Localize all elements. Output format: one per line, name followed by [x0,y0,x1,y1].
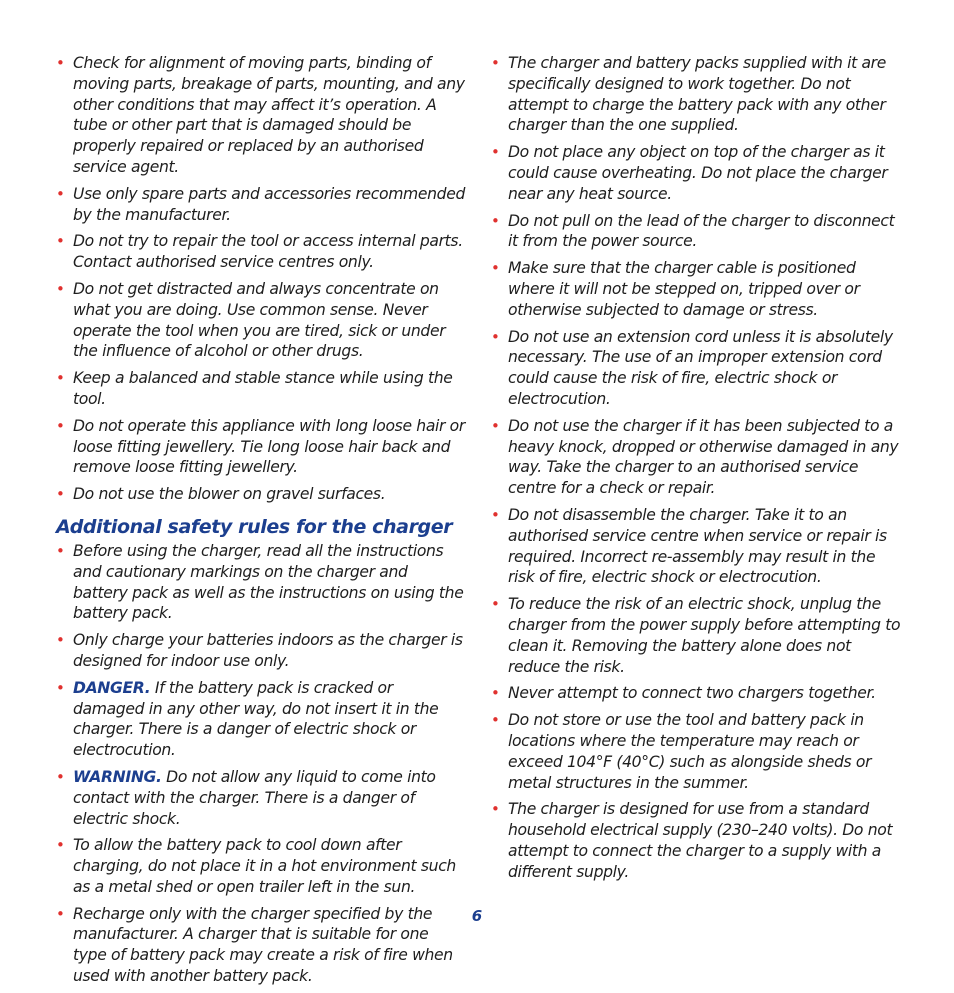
list-item [491,416,903,499]
item-text: Keep a balanced and stable stance while using the tool. [73,369,453,408]
list-item [491,594,903,677]
right-column [491,53,903,888]
item-text: Do not disassemble the charger. Take it to an authorised service centre when service or repair is required. Incorrect re-assembly may result in the risk of fire, electric shock or electrocution. [508,505,887,587]
list-item [491,505,903,588]
list-item [491,142,903,204]
list-item [56,767,466,829]
list-item [491,799,903,882]
item-text: The charger is designed for use from a standard household electrical supply (230–240 volts). Do not attempt to connect the charger to a supply with a different supply. [508,800,893,881]
list-item [56,231,466,273]
left-column [56,53,466,993]
item-text: Do not store or use the tool and battery pack in locations where the temperature may reach or exceed 104°F (40°C) such as alongside sheds or metal structures in the summer. [508,711,872,792]
item-text: Do not use an extension cord unless it is absolutely necessary. The use of an improper extension cord could cause the risk of fire, electric shock or electrocution. [508,327,893,408]
item-text: Only charge your batteries indoors as the charger is designed for indoor use only. [73,631,463,670]
item-text: Do not pull on the lead of the charger to disconnect it from the power source. [508,211,895,251]
warning-keyword: DANGER. [73,678,151,697]
bullet-icon: • [56,767,65,786]
list-item [56,184,466,226]
warning-keyword: WARNING. [73,767,162,786]
list-item [491,683,903,704]
safety-list-general [56,53,466,505]
item-text: Do not place any object on top of the charger as it could cause overheating. Do not place the charger near any heat source. [508,143,888,203]
item-text: Do not use the charger if it has been subjected to a heavy knock, dropped or otherwise damaged in any way. Take the charger to an authorised service centre for a check or repair. [508,416,899,498]
bullet-icon: • [56,485,65,504]
item-text: Do not use the blower on gravel surfaces. [73,485,386,504]
bullet-icon: • [491,327,500,346]
item-text: To allow the battery pack to cool down after charging, do not place it in a hot environment such as a metal shed or open trailer left in the sun. [73,836,456,896]
bullet-icon: • [56,279,65,298]
list-item [491,53,903,136]
item-text: Do not try to repair the tool or access internal parts. Contact authorised service centres only. [73,232,463,272]
item-text: Do not allow any liquid to come into contact with the charger. There is a danger of electric shock. [73,767,436,828]
safety-list-charger-continued [491,53,903,882]
page-number: 6 [471,907,483,925]
bullet-icon: • [491,259,500,278]
bullet-icon: • [491,54,500,72]
list-item [491,211,903,253]
item-text: The charger and battery packs supplied with it are specifically designed to work together. Do not attempt to charge the battery pack with any other charger than the one supplied. [508,54,886,135]
bullet-icon: • [491,211,500,230]
item-text: Use only spare parts and accessories recommended by the manufacturer. [73,184,465,224]
item-text: Never attempt to connect two chargers together. [508,684,876,703]
item-text: If the battery pack is cracked or damaged in any other way, do not insert it in the charger. There is a danger of electric shock or electrocution. [73,678,439,760]
list-item [56,368,466,410]
list-item [56,416,466,478]
bullet-icon: • [56,54,65,72]
item-text: Check for alignment of moving parts, binding of moving parts, breakage of parts, mounting, and any other conditions that may affect it’s operation. A tube or other part that is damaged should be properly repaired or replaced by an authorised service agent. [73,54,465,176]
item-text: Do not get distracted and always concentrate on what you are doing. Use common sense. Never operate the tool when you are tired, sick or under the influence of alcohol or other drugs. [73,279,446,361]
bullet-icon: • [491,143,500,162]
bullet-icon: • [491,595,500,614]
list-item [491,258,903,320]
bullet-icon: • [56,416,65,435]
list-item [56,630,466,672]
list-item [491,710,903,793]
bullet-icon: • [56,678,65,697]
item-text: To reduce the risk of an electric shock, unplug the charger from the power supply before attempting to clean it. Removing the battery alone does not reduce the risk. [508,595,901,676]
item-text: Recharge only with the charger specified by the manufacturer. A charger that is suitable for one type of battery pack may create a risk of fire when used with another battery pack. [73,904,453,986]
bullet-icon: • [491,416,500,435]
bullet-icon: • [56,541,65,560]
list-item [56,678,466,761]
list-item [56,53,466,178]
bullet-icon: • [56,904,65,923]
list-item [56,484,466,505]
bullet-icon: • [56,369,65,388]
bullet-icon: • [491,505,500,524]
bullet-icon: • [56,836,65,855]
item-text: Make sure that the charger cable is positioned where it will not be stepped on, tripped over or otherwise subjected to damage or stress. [508,259,860,319]
bullet-icon: • [491,711,500,730]
bullet-icon: • [491,684,500,703]
section-heading: Additional safety rules for the charger [56,515,453,538]
item-text: Do not operate this appliance with long loose hair or loose fitting jewellery. Tie long loose hair back and remove loose fitting jewellery. [73,416,465,477]
bullet-icon: • [56,232,65,251]
list-item [56,279,466,362]
list-item [56,835,466,897]
item-text: Before using the charger, read all the instructions and cautionary markings on the charger and battery pack as well as the instructions on using the battery pack. [73,541,464,623]
bullet-icon: • [491,800,500,819]
bullet-icon: • [56,184,65,203]
bullet-icon: • [56,631,65,650]
list-item [491,327,903,410]
list-item [56,541,466,624]
